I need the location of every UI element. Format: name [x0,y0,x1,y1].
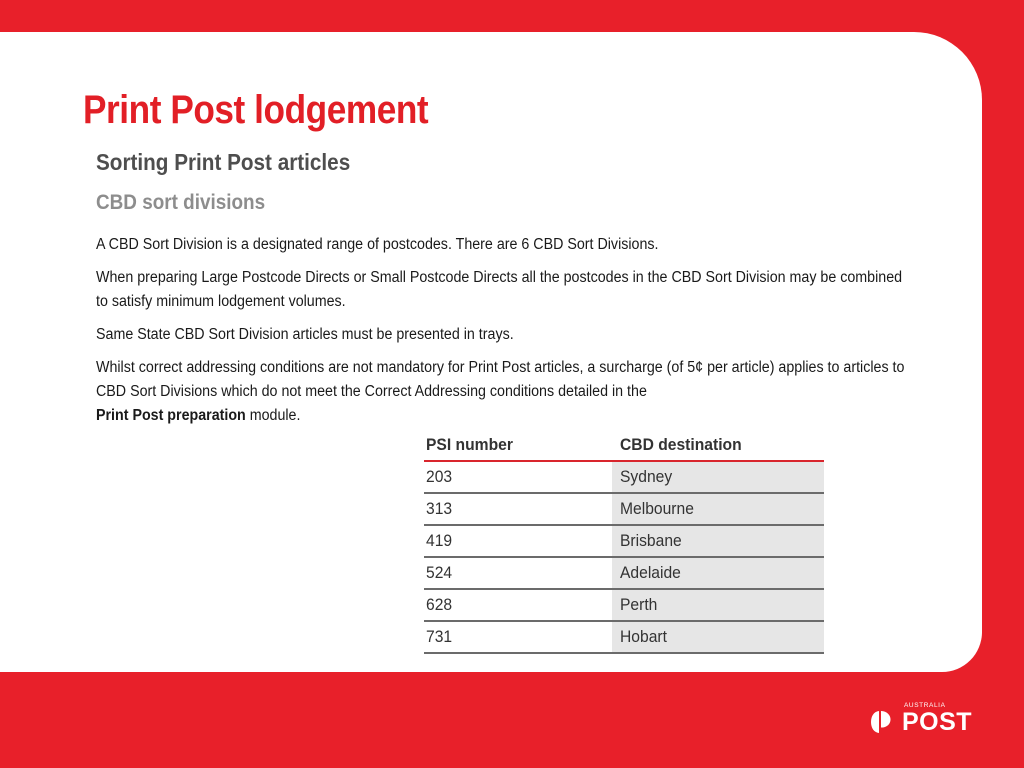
destination-cell: Perth [612,589,824,621]
paragraph-4-text: Whilst correct addressing conditions are not mandatory for Print Post articles, a surcharge (of 5¢ per article) applies to articles to CBD Sort Divisions which do not meet the Correct Addressing conditions detailed in the [96,359,905,400]
section-heading: CBD sort divisions [96,191,266,214]
table-header-row [424,430,824,461]
destination-cell: Hobart [612,621,824,653]
logo-country-text: AUSTRALIA [904,702,946,709]
psi-cell: 628 [424,589,612,621]
australia-post-p-icon [870,710,892,734]
table-row [424,557,824,589]
destination-cell: Brisbane [612,525,824,557]
slide-subtitle: Sorting Print Post articles [96,149,351,175]
paragraph-1: A CBD Sort Division is a designated range of postcodes. There are 6 CBD Sort Divisions. [96,236,659,253]
paragraph-2: When preparing Large Postcode Directs or Small Postcode Directs all the postcodes in the CBD Sort Division may be combined to satisfy minimum lodgement volumes. [96,269,903,310]
table-row [424,621,824,653]
table-row [424,589,824,621]
table-row [424,493,824,525]
header-psi-number: PSI number [424,430,612,461]
body-text [96,233,906,437]
table-row [424,461,824,493]
psi-cell: 419 [424,525,612,557]
psi-cell: 313 [424,493,612,525]
logo-wordmark: POST [902,708,973,736]
paragraph-4 [96,356,906,428]
paragraph-4-end: module. [245,407,301,424]
psi-cell: 731 [424,621,612,653]
destination-cell: Adelaide [612,557,824,589]
australia-post-logo [870,702,974,738]
table-row [424,525,824,557]
paragraph-3: Same State CBD Sort Division articles must be presented in trays. [96,326,514,343]
slide-title: Print Post lodgement [83,88,429,132]
psi-cell: 203 [424,461,612,493]
destination-cell: Sydney [612,461,824,493]
psi-cell: 524 [424,557,612,589]
destination-cell: Melbourne [612,493,824,525]
header-cbd-destination: CBD destination [612,430,824,461]
print-post-preparation-ref: Print Post preparation [96,407,246,424]
psi-cbd-table [424,430,824,654]
